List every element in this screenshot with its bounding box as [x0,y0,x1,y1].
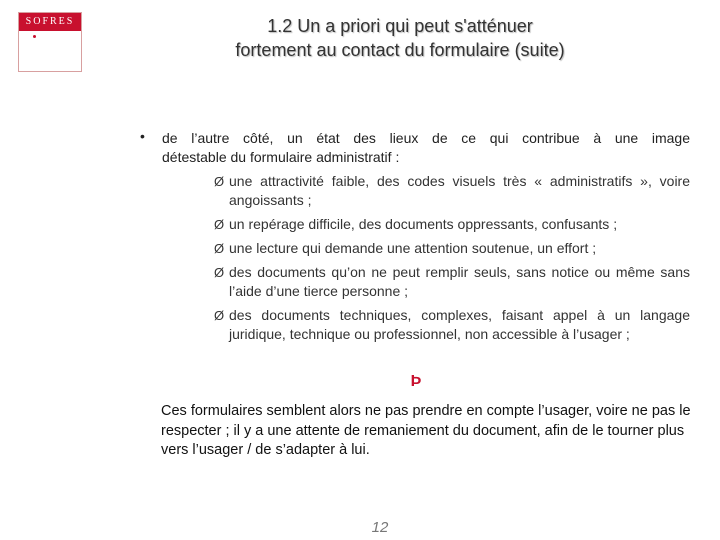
title-line-2: fortement au contact du formulaire (suite) [235,40,565,60]
sub-bullet-text: des documents qu’on ne peut remplir seuls, sans notice ou même sans l’aide d’une tierce personne ; [229,264,690,299]
sub-bullet-item [214,306,690,344]
arrow-bullet-icon: Ø [214,241,225,256]
arrow-bullet-icon: Ø [214,217,225,232]
conclusion-text: Ces formulaires semblent alors ne pas prendre en compte l’usager, voire ne pas le respecter ; il y a une attente de remaniement du document, afin de le tourner plus vers l’usager / de s’adapter à lui. [161,403,691,458]
sub-bullet-item [214,263,690,301]
main-bullet-line-1: de l’autre côté, un état des lieux de ce qui contribue à une image [162,130,690,146]
sub-bullet-text: un repérage difficile, des documents oppressants, confusants ; [229,216,618,232]
title-line-1: 1.2 Un a priori qui peut s'atténuer [267,16,533,36]
sub-bullet-item [214,172,690,210]
sub-bullet-item [214,215,690,234]
sub-bullet-item [214,239,690,258]
logo-dot [33,35,36,38]
sub-bullet-text: des documents techniques, complexes, faisant appel à un langage juridique, technique ou professionnel, non accessible à l’usager ; [229,307,690,342]
main-bullet-line-2: détestable du formulaire administratif : [162,149,400,165]
bullet-dot: • [140,128,145,144]
arrow-bullet-icon: Ø [214,265,225,280]
page-number: 12 [371,519,389,536]
arrow-bullet-icon: Ø [214,308,225,323]
sub-bullet-text: une lecture qui demande une attention soutenue, un effort ; [229,240,597,256]
slide-title [120,14,680,62]
sofres-logo [18,12,82,72]
arrow-bullet-icon: Ø [214,174,225,189]
sub-bullet-text: une attractivité faible, des codes visuels très « administratifs », voire angoissants ; [229,173,690,208]
main-bullet-text [162,129,690,167]
sub-bullet-list [214,172,690,349]
conclusion-arrow-icon: Þ [410,373,422,390]
logo-text: SOFRES [19,13,81,31]
